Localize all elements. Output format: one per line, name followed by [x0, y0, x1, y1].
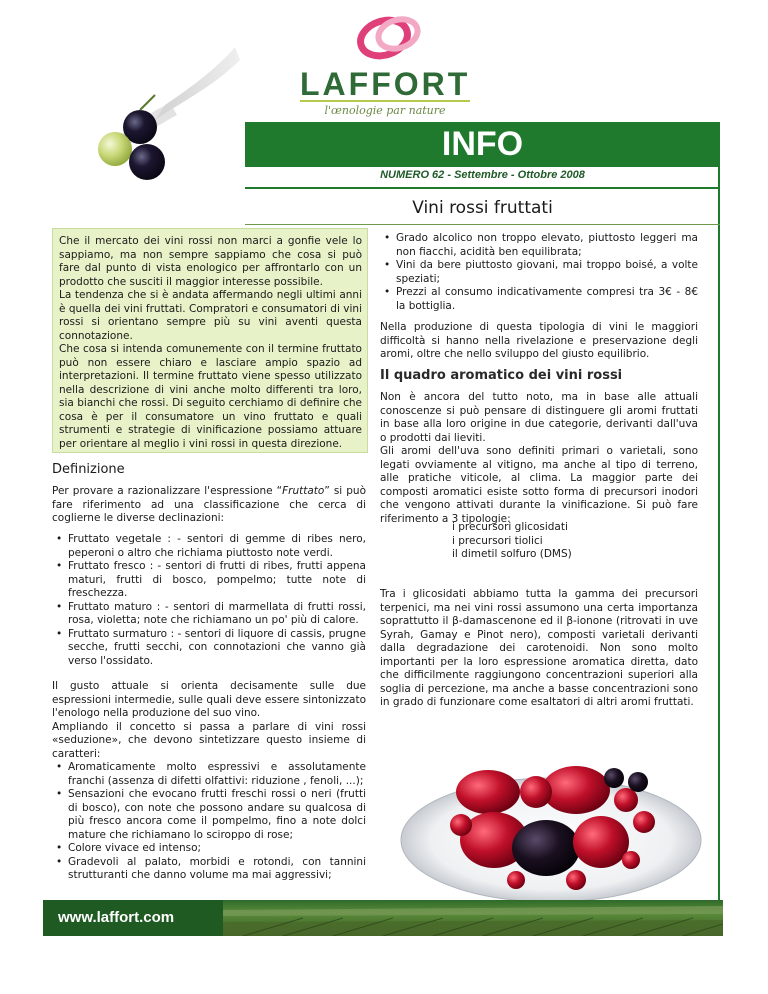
list-item: • Gradevoli al palato, morbidi e rotondi, con tannini strutturanti che danno volume ma mai aggressivi;	[52, 856, 366, 883]
characteristics-list	[380, 232, 698, 313]
precursor-type: il dimetil solfuro (DMS)	[452, 548, 572, 560]
fruttato-list	[52, 533, 366, 668]
section-heading-definizione: Definizione	[52, 462, 125, 477]
right-border	[718, 165, 720, 905]
list-item: • Prezzi al consumo indicativamente compresi tra 3€ - 8€ la bottiglia.	[380, 286, 698, 313]
title-divider	[245, 224, 720, 225]
list-item: • Colore vivace ed intenso;	[52, 842, 366, 856]
seduzione-list	[52, 761, 366, 883]
list-item: • Fruttato maturo : - sentori di marmellata di frutti rossi, rosa, violetta; note che richiamano un po' più di calore.	[52, 601, 366, 628]
list-item: • Fruttato surmaturo : - sentori di liquore di cassis, prugne secche, frutti secchi, con connotazioni che vanno già verso l'ossidato.	[52, 628, 366, 669]
info-label: INFO	[441, 125, 524, 163]
list-item: • Vini da bere piuttosto giovani, mai troppo boisé, a volte speziati;	[380, 259, 698, 286]
website-link[interactable]: www.laffort.com	[58, 909, 175, 926]
glicosidati-paragraph: Tra i glicosidati abbiamo tutta la gamma dei precursori terpenici, ma nei vini rossi assumono una certa importanza soprattutto il β-damascenone ed il β-ionone (ritrovati in uve Syrah, Gamay e Pinot nero), composti varietali derivanti dalla degradazione dei carotenoidi. Non sono molto importanti per la loro espressione aromatica diretta, dato che difficilmente raggiungono concentrazioni superiori alla soglia di percezione, ma anche a basse concentrazioni sono in grado di funzionare come esaltatori di altri aromi fruttati.	[380, 588, 698, 708]
list-item: • Fruttato fresco : - sentori di frutti di ribes, frutti appena maturi, frutti di bosco, pompelmo; tutte note di freschezza.	[52, 560, 366, 601]
body-paragraph: Non è ancora del tutto noto, ma in base alle attuali conoscenze si può pensare di distinguere gli aromi fruttati in base alla loro origine in due categorie, derivanti dall'uva o prodotti dai lieviti.	[380, 391, 698, 444]
brand-tagline: l'œnologie par nature	[300, 100, 470, 117]
precursor-type: i precursori glicosidati	[452, 521, 568, 533]
intro-paragraph: La tendenza che si è andata affermando negli ultimi anni è quella dei vini fruttati. Compratori e consumatori di vini rossi si orientano sempre più su vini aventi questa connotazione.	[59, 289, 362, 342]
intro-paragraph: Che cosa si intenda comunemente con il termine fruttato può non essere chiaro e lasciare ampio spazio ad interpretazioni. Il termine fruttato viene spesso utilizzato nella descrizione di vini anche molto differenti tra loro, sia bianchi che rossi. Di seguito cerchiamo di definire che cosa è per il consumatore un vino fruttato e quali strumenti e strategie di vinificazione possiamo attuare per orientare al meglio i vini rossi in questa direzione.	[59, 343, 362, 450]
difficulty-paragraph: Nella produzione di questa tipologia di vini le maggiori difficoltà si hanno nella rivelazione e preservazione degli aromi, oltre che nello sviluppo del giusto equilibrio.	[380, 321, 698, 360]
definizione-intro	[52, 485, 366, 526]
list-item: • Grado alcolico non troppo elevato, piuttosto leggeri ma non fiacchi, acidità ben equilibrata;	[380, 232, 698, 259]
brand-name: LAFFORT	[300, 66, 471, 102]
intro-box	[52, 228, 368, 453]
body-paragraph: Ampliando il concetto si passa a parlare di vini rossi «seduzione», che devono sintetizzare questo insieme di caratteri:	[52, 720, 366, 760]
definizione-intro-text: Per provare a razionalizzare l'espressione “	[52, 485, 283, 497]
definizione-body	[52, 680, 366, 883]
definizione-intro-text: ” si può fare riferimento ad una classificazione che cerca di coglierne le diverse declinazioni:	[52, 485, 366, 524]
berries-bowl-image	[376, 730, 706, 910]
issue-number: NUMERO 62 - Settembre - Ottobre 2008	[380, 169, 585, 181]
body-paragraph: Gli aromi dell'uva sono definiti primari o varietali, sono legati ovviamente al vitigno, ma anche al tipo di terreno, alle pratiche viticole, al clima. La maggior parte dei composti aromatici esiste sotto forma di precursori inodori che vengono attivati durante la vinificazione. Si può fare riferimento a 3 tipologie:	[380, 445, 698, 525]
quadro-body	[380, 391, 698, 526]
list-item: • Sensazioni che evocano frutti freschi rossi o neri (frutti di bosco), con note che possono andare su qualcosa di più fresco ancora come il pompelmo, fino a note dolci mature che richiamano lo sciroppo di rose;	[52, 788, 366, 842]
intro-paragraph: Che il mercato dei vini rossi non marci a gonfie vele lo sappiamo, ma non sempre sappiamo che cosa si può fare dal punto di vista enologico per affrontarlo con un prodotto che susciti il maggior interesse possibile.	[59, 235, 362, 288]
laffort-logo-icon	[350, 12, 430, 62]
body-paragraph: Il gusto attuale si orienta decisamente sulle due espressioni intermedie, sulle quali deve essere sintonizzato l'enologo nella produzione del suo vino.	[52, 680, 366, 719]
list-item: • Fruttato vegetale : - sentori di gemme di ribes nero, peperoni o altro che richiama piuttosto note verdi.	[52, 533, 366, 560]
page-title: Vini rossi fruttati	[412, 198, 553, 218]
precursor-types	[452, 521, 692, 562]
list-item: • Aromaticamente molto espressivi e assolutamente franchi (assenza di difetti olfattivi: riduzione , fenoli, ...);	[52, 761, 366, 788]
definizione-intro-emphasis: Fruttato	[282, 485, 325, 497]
section-heading-quadro-aromatico: Il quadro aromatico dei vini rossi	[380, 368, 623, 383]
precursor-type: i precursori tiolici	[452, 534, 543, 547]
